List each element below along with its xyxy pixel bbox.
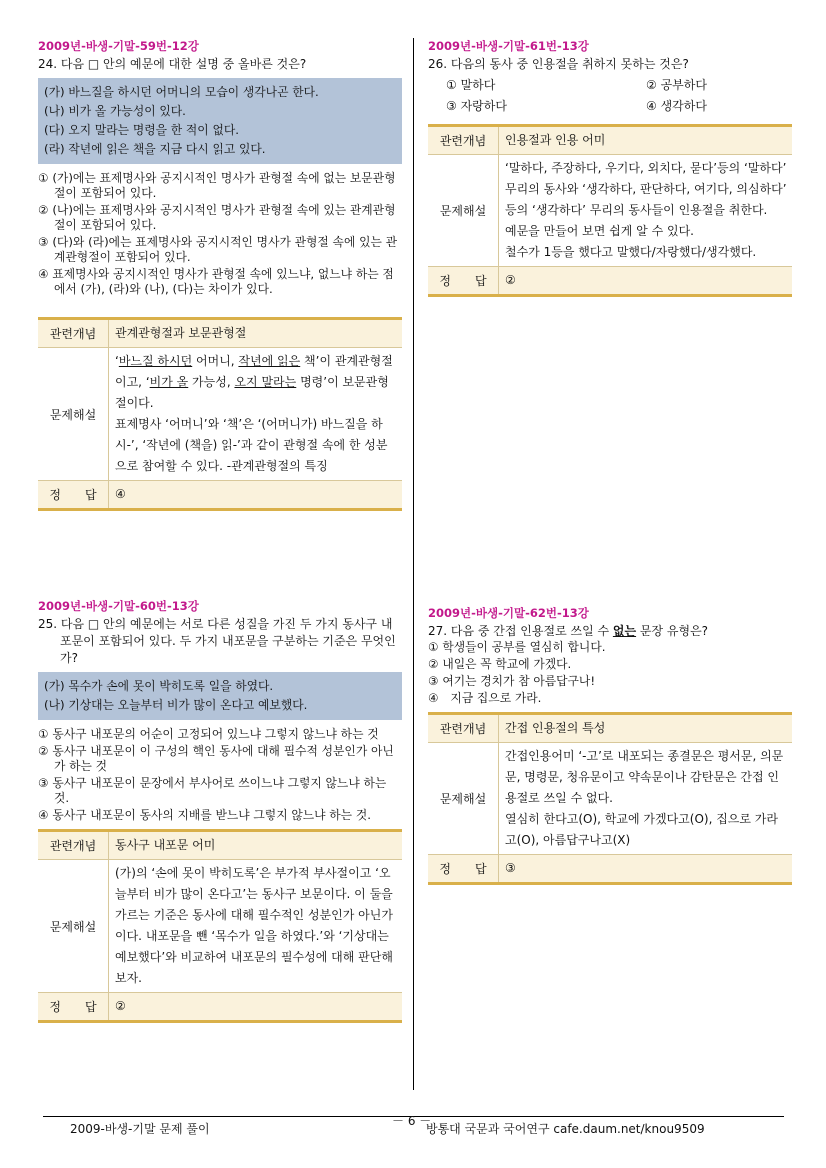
answer-label: 정 답 — [428, 267, 499, 296]
example-line: (가) 바느질을 하시던 어머니의 모습이 생각나곤 한다. — [44, 85, 319, 99]
example-box — [38, 672, 402, 720]
option: ① 말하다 — [446, 78, 496, 92]
question-25 — [38, 598, 402, 1023]
explanation-label: 문제해설 — [428, 743, 499, 855]
explanation-text: ‘말하다, 주장하다, 우기다, 외치다, 묻다’등의 ‘말하다’ 무리의 동사와 ‘생각하다, 판단하다, 여기다, 의심하다’ 등의 ‘생각하다’ 무리의 동사들이 인용절을 취한다. 예문을 만들어 보면 쉽게 알 수 있다. 철수가 1등을 했다고 말했다/자랑했다/생각했다. — [499, 155, 793, 267]
option: ④ 동사구 내포문이 동사의 지배를 받느냐 그렇지 않느냐 하는 것. — [38, 808, 371, 822]
option: ③ 자랑하다 — [446, 99, 507, 113]
example-line: (다) 오지 말라는 명령을 한 적이 없다. — [44, 123, 239, 137]
explanation-text: 간접인용어미 ‘-고’로 내포되는 종결문은 평서문, 의문문, 명령문, 청유문이고 약속문이나 감탄문은 간접 인용절로 쓰일 수 없다. 열심히 한다고(O), 학교에 가겠다고(O), 집으로 가라고(O), 아름답구나고(X) — [499, 743, 793, 855]
option: ③ 여기는 경치가 참 아름답구나! — [428, 674, 596, 688]
option: ① (가)에는 표제명사와 공지시적인 명사가 관형절 속에 없는 보문관형절이 포함되어 있다. — [38, 171, 396, 200]
column-divider — [413, 38, 414, 1090]
concept-text: 간접 인용절의 특성 — [499, 714, 793, 743]
example-line: (나) 비가 올 가능성이 있다. — [44, 104, 186, 118]
answer-value: ② — [109, 993, 403, 1022]
question-title: 27. 다음 중 간접 인용절로 쓰일 수 없는 문장 유형은? — [428, 624, 709, 638]
example-line: (라) 작년에 읽은 책을 지금 다시 읽고 있다. — [44, 142, 266, 156]
answer-label: 정 답 — [38, 993, 109, 1022]
explanation-text: (가)의 ‘손에 못이 박히도록’은 부가적 부사절이고 ‘오늘부터 비가 많이 온다고’는 동사구 보문이다. 이 둘을 가르는 기준은 동사에 대해 필수적인 성분인가 아닌가이다. 내포문을 뺀 ‘목수가 일을 하였다.’와 ‘기상대는 예보했다’와 비교하여 내포문의 필수성에 대해 판단해 보자. — [109, 860, 403, 993]
option: ③ 동사구 내포문이 문장에서 부사어로 쓰이느냐 그렇지 않느냐 하는 것. — [38, 776, 387, 805]
footer-left-text: 2009-바생-기말 문제 풀이 — [70, 1122, 210, 1136]
example-box — [38, 78, 402, 164]
solution-table — [38, 317, 402, 511]
concept-label: 관련개념 — [428, 714, 499, 743]
concept-text: 동사구 내포문 어미 — [109, 831, 403, 860]
explanation-label: 문제해설 — [38, 348, 109, 481]
answer-label: 정 답 — [428, 855, 499, 884]
question-title: 24. 다음 □ 안의 예문에 대한 설명 중 올바른 것은? — [38, 57, 307, 71]
option: ② 동사구 내포문이 이 구성의 핵인 동사에 대해 필수적 성분인가 아닌가 하는 것 — [38, 744, 394, 773]
concept-text: 관계관형절과 보문관형절 — [109, 319, 403, 348]
page-number: － 6 － — [392, 1114, 432, 1128]
answer-label: 정 답 — [38, 481, 109, 510]
option: ① 학생들이 공부를 열심히 합니다. — [428, 640, 606, 654]
concept-text: 인용절과 인용 어미 — [499, 126, 793, 155]
answer-value: ② — [499, 267, 793, 296]
question-tag: 2009년-바생-기말-61번-13강 — [428, 39, 589, 53]
question-tag: 2009년-바생-기말-59번-12강 — [38, 39, 199, 53]
example-line: (가) 목수가 손에 못이 박히도록 일을 하였다. — [44, 679, 274, 693]
example-line: (나) 기상대는 오늘부터 비가 많이 온다고 예보했다. — [44, 698, 308, 712]
question-title: 25. 다음 □ 안의 예문에는 서로 다른 성질을 가진 두 가지 동사구 내포문이 포함되어 있다. 두 가지 내포문을 구분하는 기준은 무엇인가? — [38, 617, 396, 665]
question-title: 26. 다음의 동사 중 인용절을 취하지 못하는 것은? — [428, 57, 689, 71]
option: ② (나)에는 표제명사와 공지시적인 명사가 관형절 속에 있는 관계관형절이 포함되어 있다. — [38, 203, 396, 232]
option: ② 공부하다 — [646, 78, 707, 92]
option: ④ 지금 집으로 가라. — [428, 691, 542, 705]
concept-label: 관련개념 — [38, 319, 109, 348]
explanation-label: 문제해설 — [38, 860, 109, 993]
option: ④ 생각하다 — [646, 99, 707, 113]
question-26 — [428, 38, 792, 297]
option-grid — [428, 76, 792, 114]
solution-table — [428, 712, 792, 885]
question-27 — [428, 605, 792, 885]
option: ② 내일은 꼭 학교에 가겠다. — [428, 657, 572, 671]
question-tag: 2009년-바생-기말-62번-13강 — [428, 606, 589, 620]
answer-value: ④ — [109, 481, 403, 510]
option: ① 동사구 내포문의 어순이 고정되어 있느냐 그렇지 않느냐 하는 것 — [38, 727, 379, 741]
explanation-text: ‘바느질 하시던 어머니, 작년에 읽은 책’이 관계관형절이고, ‘비가 올 가능성, 오지 말라는 명령’이 보문관형절이다. 표제명사 ‘어머니’와 ‘책’은 ‘(어머니가) 바느질을 하시-’, ‘작년에 (책을) 읽-’과 같이 관형절 속에 한 성분으로 참여할 수 있다. -관계관형절의 특징 — [109, 348, 403, 481]
concept-label: 관련개념 — [38, 831, 109, 860]
option: ③ (다)와 (라)에는 표제명사와 공지시적인 명사가 관형절 속에 있는 관계관형절이 포함되어 있다. — [38, 235, 398, 264]
explanation-label: 문제해설 — [428, 155, 499, 267]
concept-label: 관련개념 — [428, 126, 499, 155]
option: ④ 표제명사와 공지시적인 명사가 관형절 속에 있느냐, 없느냐 하는 점에서 (가), (라)와 (나), (다)는 차이가 있다. — [38, 267, 394, 296]
footer-right-text: 방통대 국문과 국어연구 cafe.daum.net/knou9509 — [426, 1122, 705, 1136]
solution-table — [428, 124, 792, 297]
solution-table — [38, 829, 402, 1023]
question-tag: 2009년-바생-기말-60번-13강 — [38, 599, 199, 613]
answer-value: ③ — [499, 855, 793, 884]
question-24 — [38, 38, 402, 511]
